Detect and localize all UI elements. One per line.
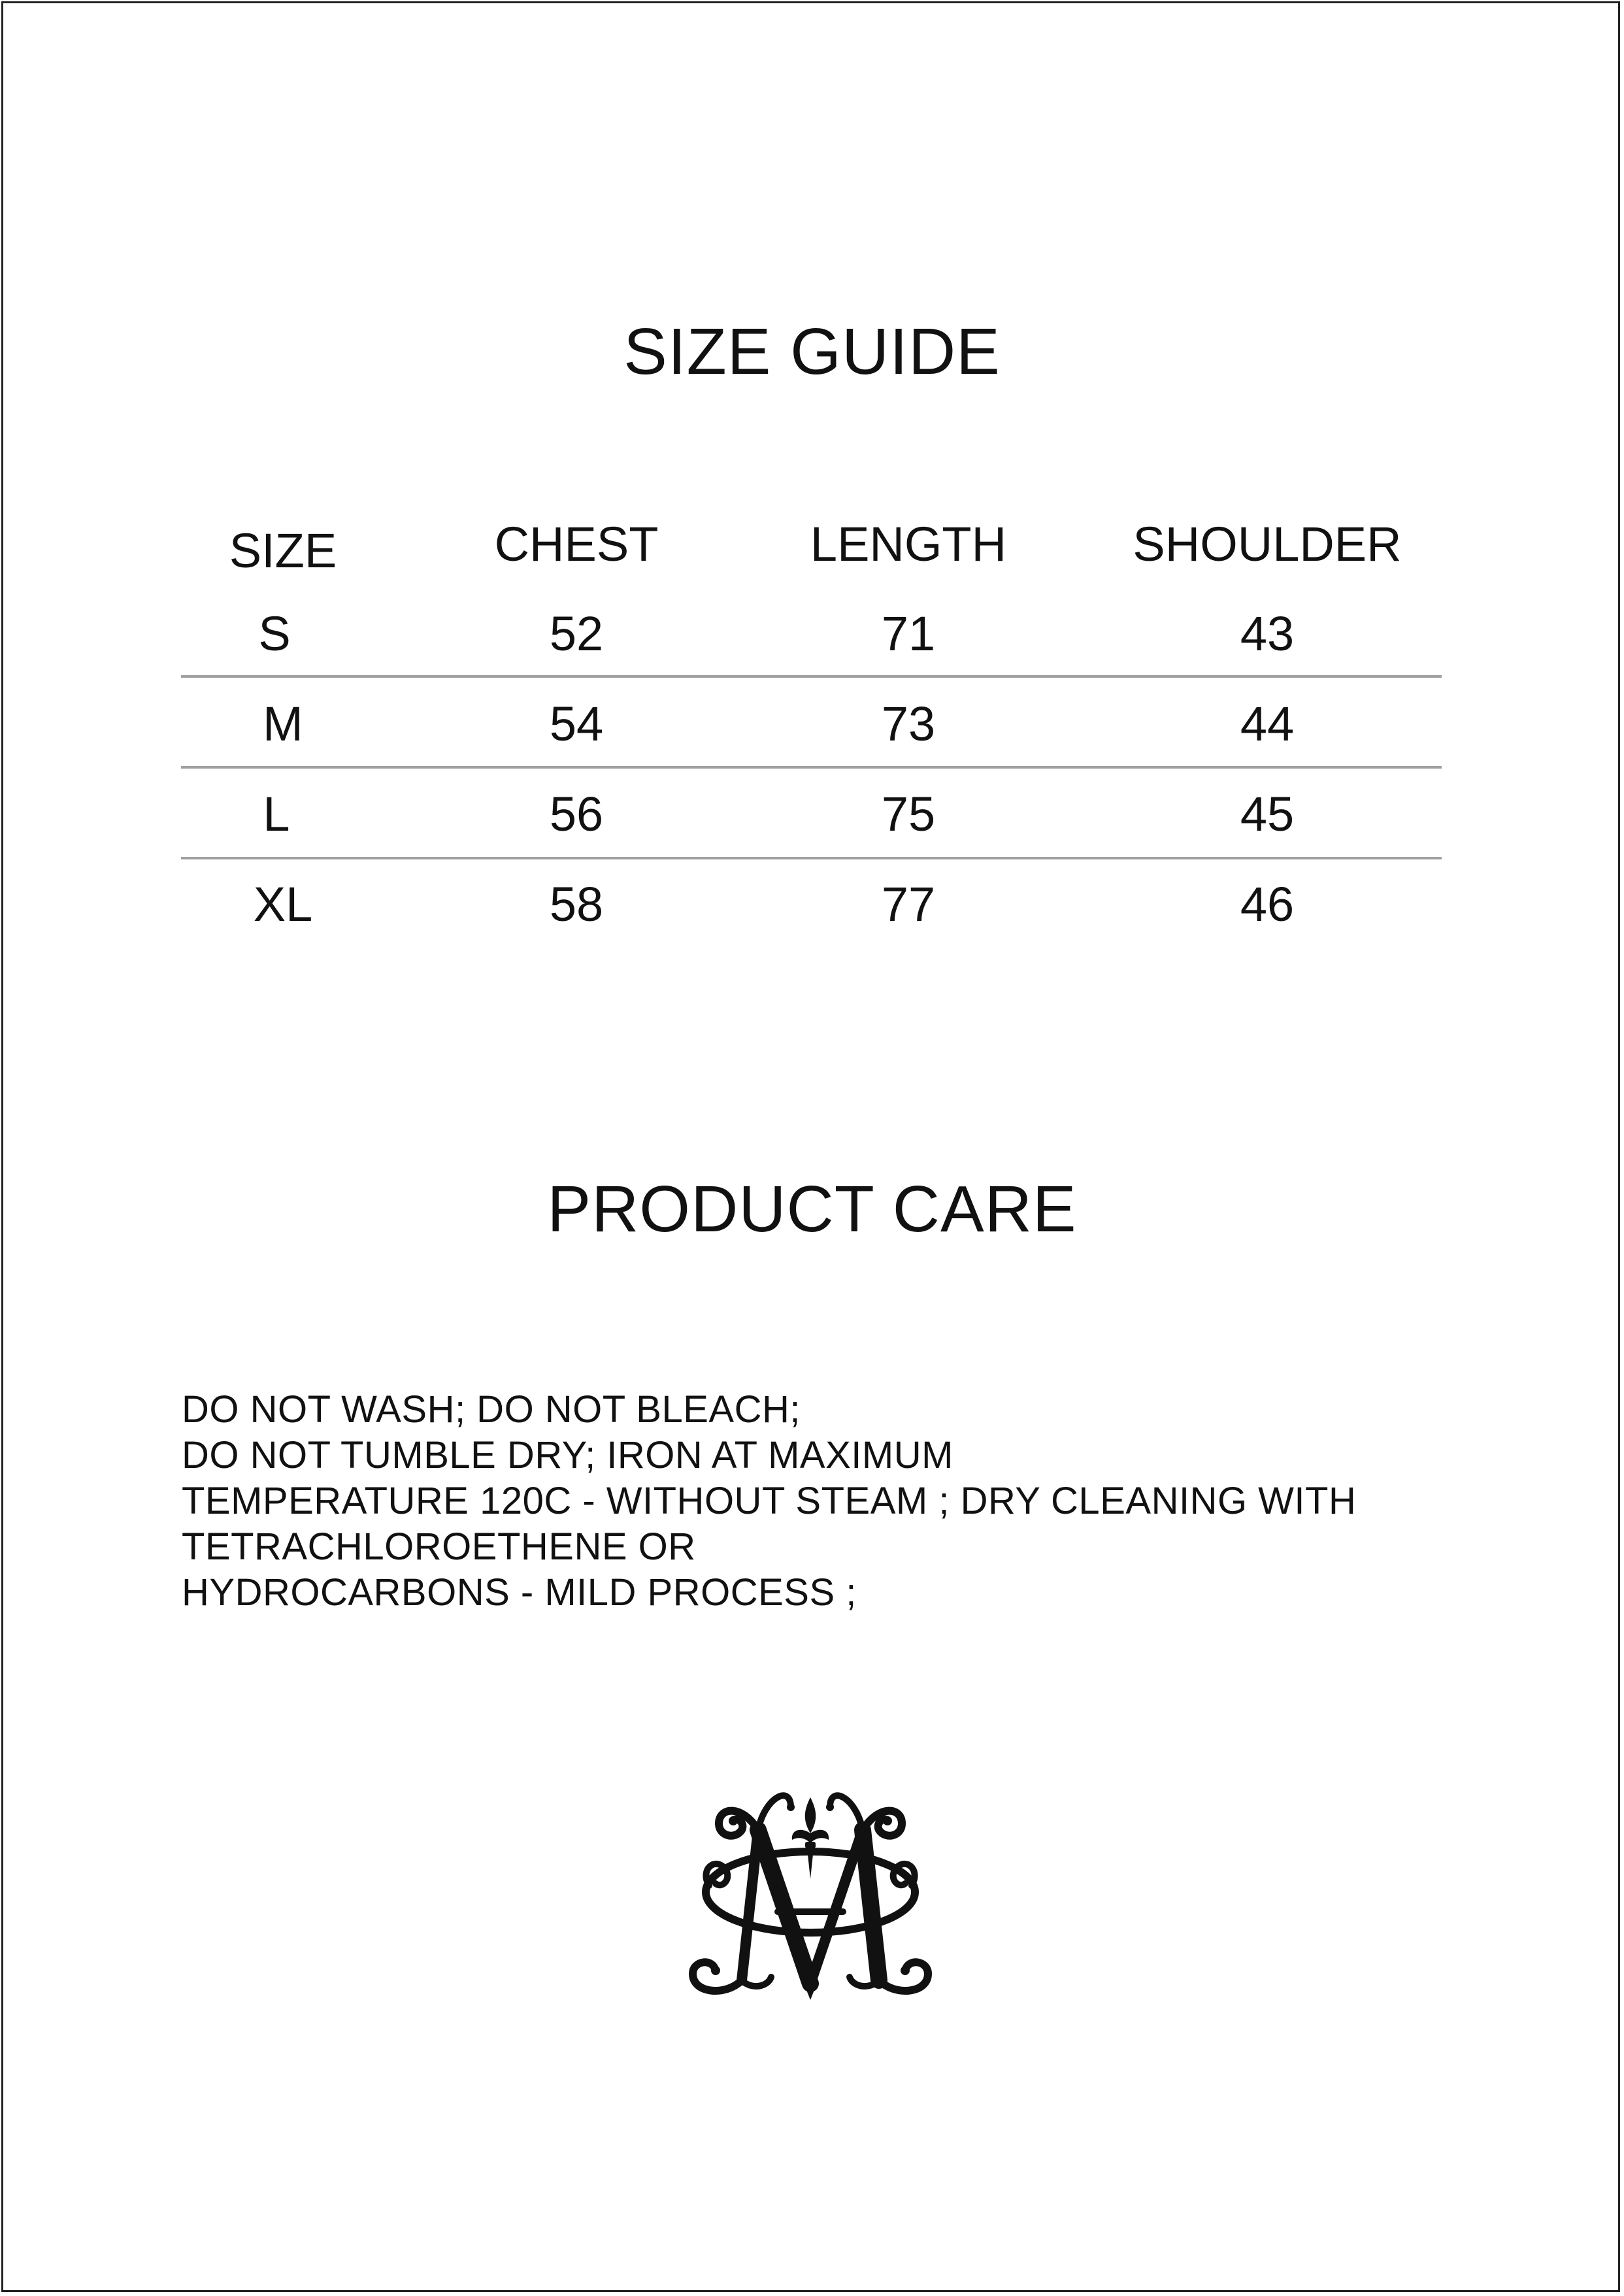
chest-cell: 52 [549,607,604,661]
chest-cell: 58 [549,877,604,931]
chest-cell: 54 [549,697,604,751]
row-divider [181,675,1442,678]
size-cell: L [263,787,290,841]
size-cell: S [258,607,291,661]
header-length: LENGTH [810,517,1007,571]
length-cell: 77 [881,877,936,931]
ornate-monogram-logo-icon [680,1771,941,2000]
length-cell: 71 [881,607,936,661]
size-guide-title: SIZE GUIDE [623,315,1001,388]
row-divider [181,857,1442,859]
length-cell: 73 [881,697,936,751]
shoulder-cell: 43 [1240,607,1295,661]
shoulder-cell: 44 [1240,697,1295,751]
header-shoulder: SHOULDER [1133,517,1402,571]
chest-cell: 56 [549,787,604,841]
care-line: DO NOT WASH; DO NOT BLEACH; [182,1388,801,1431]
care-line: TETRACHLOROETHENE OR [182,1525,696,1568]
care-line: TEMPERATURE 120C - WITHOUT STEAM ; DRY CLEANING WITH [182,1480,1357,1522]
header-chest: CHEST [494,517,659,571]
header-size: SIZE [229,524,337,578]
length-cell: 75 [881,787,936,841]
product-care-title: PRODUCT CARE [547,1173,1077,1246]
shoulder-cell: 46 [1240,877,1295,931]
care-line: DO NOT TUMBLE DRY; IRON AT MAXIMUM [182,1434,953,1476]
care-line: HYDROCARBONS - MILD PROCESS ; [182,1571,857,1614]
care-instructions [182,1387,1489,1616]
size-cell: M [263,697,303,751]
size-cell: XL [253,877,313,931]
shoulder-cell: 45 [1240,787,1295,841]
row-divider [181,766,1442,769]
